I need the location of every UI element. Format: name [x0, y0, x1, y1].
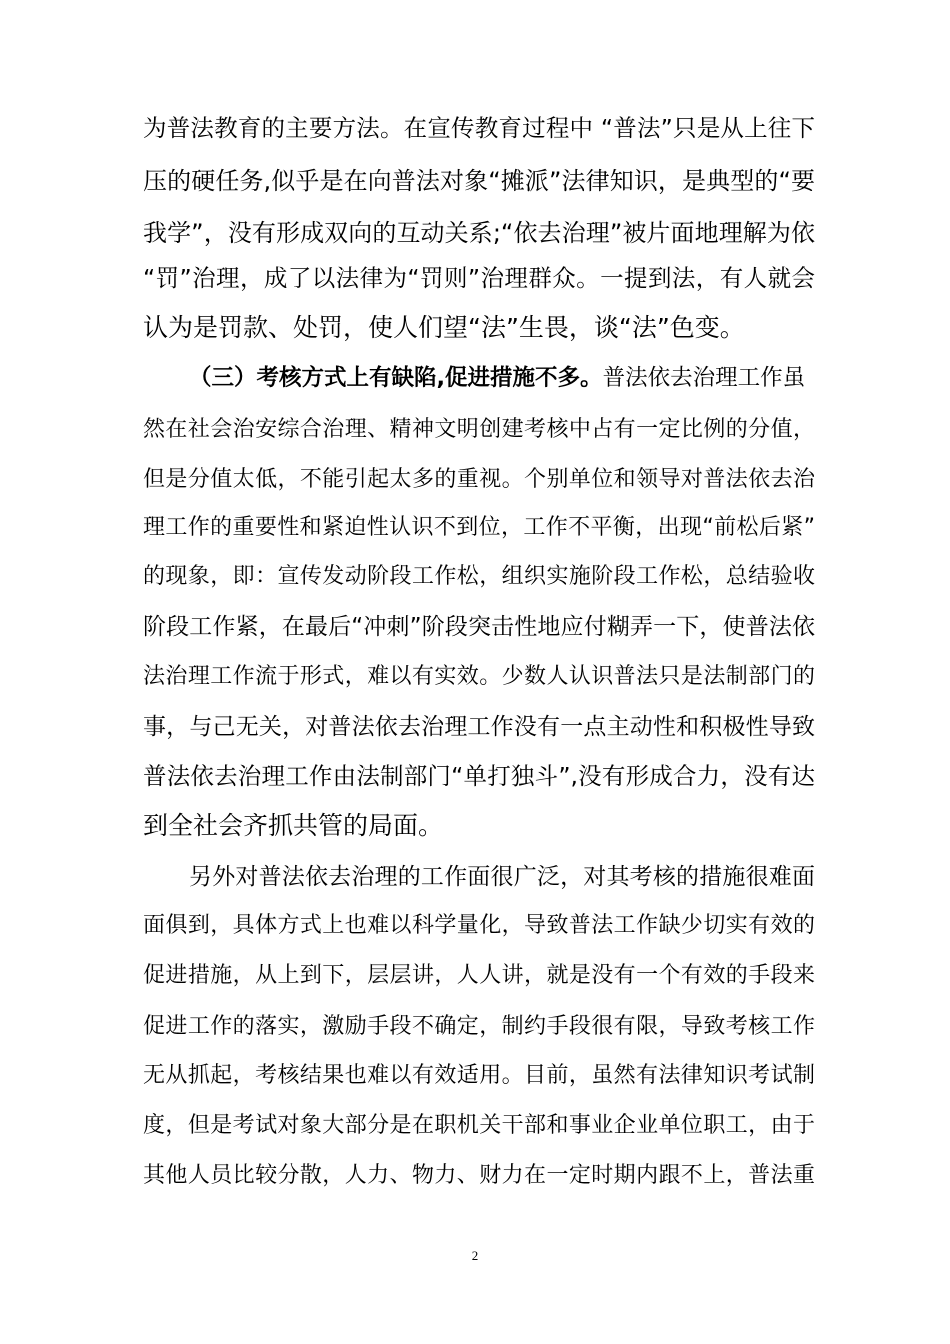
text-line: 面俱到，具体方式上也难以科学量化，导致普法工作缺少切实有效的	[143, 913, 815, 938]
text-line: 认为是罚款、处罚，使人们望“法”生畏，谈“法”色变。	[143, 313, 745, 342]
text-line: 到全社会齐抓共管的局面。	[143, 811, 444, 840]
text-line: 普法依去治理工作由法制部门“单打独斗”,没有形成合力，没有达	[143, 762, 815, 790]
text-line: “罚”治理，成了以法律为“罚则”治理群众。一提到法，有人就会	[143, 264, 815, 292]
text-line: 压的硬任务,似乎是在向普法对象“摊派”法律知识，是典型的“要	[143, 167, 815, 195]
text-line: 促进措施，从上到下，层层讲，人人讲，就是没有一个有效的手段来	[143, 963, 815, 988]
text-line: 为普法教育的主要方法。在宣传教育过程中 “普法”只是从上往下	[143, 114, 815, 142]
text-line: 法治理工作流于形式，难以有实效。少数人认识普法只是法制部门的	[143, 664, 815, 689]
text-line: 度，但是考试对象大部分是在职机关干部和事业企业单位职工，由于	[143, 1113, 815, 1138]
text-line: 阶段工作紧，在最后“冲刺”阶段突击性地应付糊弄一下，使普法依	[143, 614, 815, 640]
text-line: 其他人员比较分散，人力、物力、财力在一定时期内跟不上，普法重	[143, 1163, 815, 1188]
section-heading: （三）考核方式上有缺陷,促进措施不多。	[189, 365, 603, 391]
text-line: 但是分值太低，不能引起太多的重视。个别单位和领导对普法依去治	[143, 467, 815, 492]
section-heading-tail: 普法依去治理工作虽	[602, 365, 806, 391]
text-line: 事，与己无关，对普法依去治理工作没有一点主动性和积极性导致	[143, 714, 815, 740]
text-line: 另外对普法依去治理的工作面很广泛，对其考核的措施很难面	[189, 864, 815, 890]
page-number: 2	[471, 1248, 479, 1263]
section-heading-line	[189, 354, 815, 403]
text-line: 的现象，即：宣传发动阶段工作松，组织实施阶段工作松，总结验收	[143, 564, 815, 589]
text-line: 然在社会治安综合治理、精神文明创建考核中占有一定比例的分值，	[143, 417, 815, 442]
text-line: 促进工作的落实，激励手段不确定，制约手段很有限，导致考核工作	[143, 1014, 815, 1039]
text-line: 我学”，没有形成双向的互动关系;“依去治理”被片面地理解为依	[143, 219, 815, 247]
text-line: 理工作的重要性和紧迫性认识不到位，工作不平衡，出现“前松后紧”	[143, 515, 815, 540]
text-line: 无从抓起，考核结果也难以有效适用。目前，虽然有法律知识考试制	[143, 1063, 815, 1088]
